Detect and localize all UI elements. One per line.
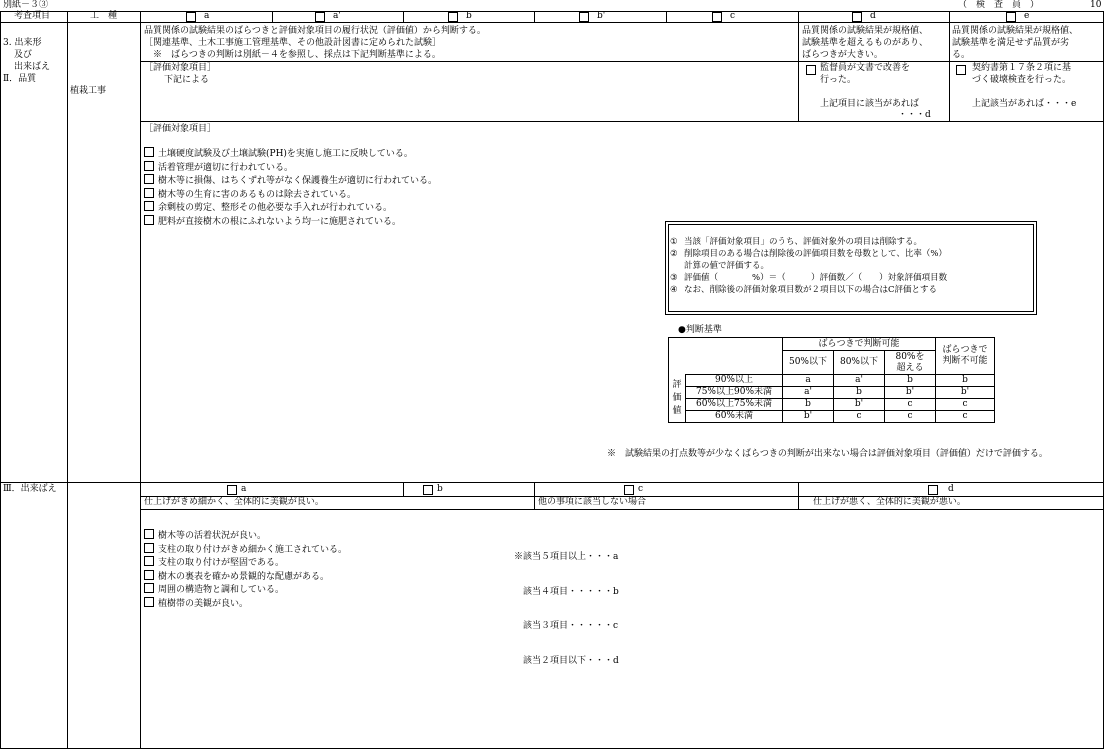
table-row: 評価値 90%以上 a a' b b (669, 375, 995, 387)
finish-c-desc: 他の事項に該当しない場合 (538, 497, 647, 507)
d-desc-1: 品質関係の試験結果が規格値、 (802, 26, 929, 36)
d-desc-2: 試験基準を超えるものがあり、 (802, 38, 929, 48)
item-finish: Ⅲ．出来ばえ (3, 484, 57, 494)
checkbox[interactable] (144, 583, 154, 593)
quality-item[interactable]: 活着管理が適切に行われている。 (144, 161, 437, 175)
item-quality-line3: 出来ばえ (14, 62, 51, 72)
d-note-2: ・・・d (898, 110, 931, 120)
e-desc-3: る。 (952, 50, 971, 60)
eval-label: ［評価対象項目］ (144, 63, 217, 73)
table-row: 60%未満 b' c c c (669, 411, 995, 423)
finish-d-checkbox[interactable] (928, 485, 938, 495)
header-var-ng: ばらつきで 判断不可能 (936, 338, 995, 375)
col-item-header: 考査項目 (14, 11, 51, 21)
e-desc-1: 品質関係の試験結果が規格値、 (952, 26, 1079, 36)
finish-a-label: a (241, 484, 247, 494)
item-quality-line4: Ⅱ．品質 (3, 74, 37, 84)
inspector-label: （ 検 査 員 ） (958, 0, 1040, 10)
quality-item[interactable]: 樹木等に損傷、はちくずれ等がなく保護養生が適切に行われている。 (144, 174, 437, 188)
checkbox[interactable] (144, 188, 154, 198)
checkbox[interactable] (144, 543, 154, 553)
quality-item[interactable]: 樹木等の生育に害のあるものは除去されている。 (144, 188, 437, 202)
checkbox[interactable] (144, 597, 154, 607)
finish-item[interactable]: 植樹帯の美観が良い。 (144, 597, 347, 611)
quality-intro-1: 品質関係の試験結果のばらつきと評価対象項目の履行状況（評価値）から判断する。 (144, 26, 486, 36)
notes-list: ① 当該「評価対象項目」のうち、評価対象外の項目は削除する。 ② 削除項目のある場合は削除後の評価項目数を母数として、比率（%） 計算の値で評価する。 ③ 評価値（ %）＝（ ）評価数／（ ）対象評価項目数 ④ なお、削除後の評価対象項目数が２項目以下の場合はC評価とする (670, 237, 948, 295)
table-row: 60%以上75%未満 b b' c c (669, 399, 995, 411)
grade-b-label: b (466, 11, 472, 21)
finish-item[interactable]: 樹木の裏表を確かめ景観的な配慮がある。 (144, 570, 347, 584)
e-check-1: 契約書第１７条２項に基 (972, 63, 1072, 73)
finish-d-desc: 仕上げが悪く、全体的に美観が悪い。 (813, 497, 966, 507)
grade-e-checkbox[interactable] (1006, 12, 1016, 22)
quality-item[interactable]: 肥料が直接樹木の根にふれないよう均一に施肥されている。 (144, 215, 437, 229)
item-quality-line1: 3. 出来形 (3, 38, 42, 48)
grade-c-label: c (730, 11, 736, 21)
checkbox[interactable] (144, 570, 154, 580)
finish-c-checkbox[interactable] (624, 485, 634, 495)
col-over: 80%を 超える (885, 351, 936, 375)
finish-scoring: ※該当５項目以上・・・a 該当４項目・・・・・b 該当３項目・・・・・c 該当２項目以下・・・d (514, 552, 619, 666)
work-type: 植栽工事 (70, 86, 107, 96)
checkbox[interactable] (144, 529, 154, 539)
finish-b-checkbox[interactable] (423, 485, 433, 495)
col-type-header: 工 種 (90, 11, 118, 21)
finish-item[interactable]: 支柱の取り付けがきめ細かく施工されている。 (144, 543, 347, 557)
checkbox[interactable] (144, 161, 154, 171)
criteria-table (668, 337, 995, 423)
grade-a2-label: a' (333, 11, 341, 21)
d-note: 上記項目に該当があれば (820, 99, 920, 109)
grade-a2-checkbox[interactable] (315, 12, 325, 22)
grade-a-checkbox[interactable] (186, 12, 196, 22)
grade-e-label: e (1024, 11, 1030, 21)
e-check-checkbox[interactable] (956, 65, 966, 75)
quality-item-list (144, 147, 437, 228)
criteria-title: ●判断基準 (678, 325, 722, 335)
grade-b2-label: b' (597, 11, 606, 21)
checkbox[interactable] (144, 215, 154, 225)
finish-d-label: d (948, 484, 954, 494)
grade-d-label: d (870, 11, 876, 21)
grade-c-checkbox[interactable] (712, 12, 722, 22)
grade-d-checkbox[interactable] (852, 12, 862, 22)
grade-b2-checkbox[interactable] (579, 12, 589, 22)
header-var-ok: ばらつきで判断可能 (783, 338, 936, 351)
checkbox[interactable] (144, 201, 154, 211)
d-check-checkbox[interactable] (806, 65, 816, 75)
finish-item[interactable]: 周囲の構造物と調和している。 (144, 583, 347, 597)
form-id: 別紙－３③ (3, 0, 49, 10)
d-desc-3: ばらつきが大きい。 (802, 50, 883, 60)
quality-intro-2: ［関連基準、土木工事施工管理基準、その他設計図書に定められた試験］ (144, 38, 442, 48)
item-quality-line2: 及び (14, 50, 33, 60)
quality-intro-3: ※ ばらつきの判断は別紙－４を参照し、採点は下記判断基準による。 (144, 50, 441, 60)
d-check-2: 行った。 (820, 75, 857, 85)
grade-a-label: a (204, 11, 210, 21)
quality-item[interactable]: 土壌硬度試験及び土壌試験(PH)を実施し施工に反映している。 (144, 147, 437, 161)
d-check-1: 監督員が文書で改善を (820, 63, 911, 73)
finish-a-desc: 仕上げがきめ細かく、全体的に美観が良い。 (144, 497, 324, 507)
e-check-2: づく破壊検査を行った。 (972, 75, 1072, 85)
checkbox[interactable] (144, 556, 154, 566)
quality-footnote: ※ 試験結果の打点数等が少なくばらつきの判断が出来ない場合は評価対象項目（評価値）だけで評価する。 (607, 449, 1048, 459)
checkbox[interactable] (144, 174, 154, 184)
checkbox[interactable] (144, 147, 154, 157)
e-desc-2: 試験基準を満足せず品質が劣 (952, 38, 1070, 48)
col-50: 50%以下 (783, 351, 834, 375)
eval-sub: 下記による (164, 75, 210, 85)
finish-b-label: b (437, 484, 443, 494)
finish-item[interactable]: 樹木等の活着状況が良い。 (144, 529, 347, 543)
items-label: ［評価対象項目］ (144, 124, 217, 134)
finish-c-label: c (638, 484, 644, 494)
page-number: 10 (1090, 0, 1102, 10)
e-note: 上記該当があれば・・・e (972, 99, 1077, 109)
grade-b-checkbox[interactable] (448, 12, 458, 22)
finish-a-checkbox[interactable] (227, 485, 237, 495)
table-row: 75%以上90%未満 a' b b' b' (669, 387, 995, 399)
row-group-label: 評価値 (669, 375, 686, 423)
col-80: 80%以下 (834, 351, 885, 375)
quality-item[interactable]: 余剰枝の剪定、整形その他必要な手入れが行われている。 (144, 201, 437, 215)
finish-item[interactable]: 支柱の取り付けが堅固である。 (144, 556, 347, 570)
finish-item-list (144, 529, 347, 610)
